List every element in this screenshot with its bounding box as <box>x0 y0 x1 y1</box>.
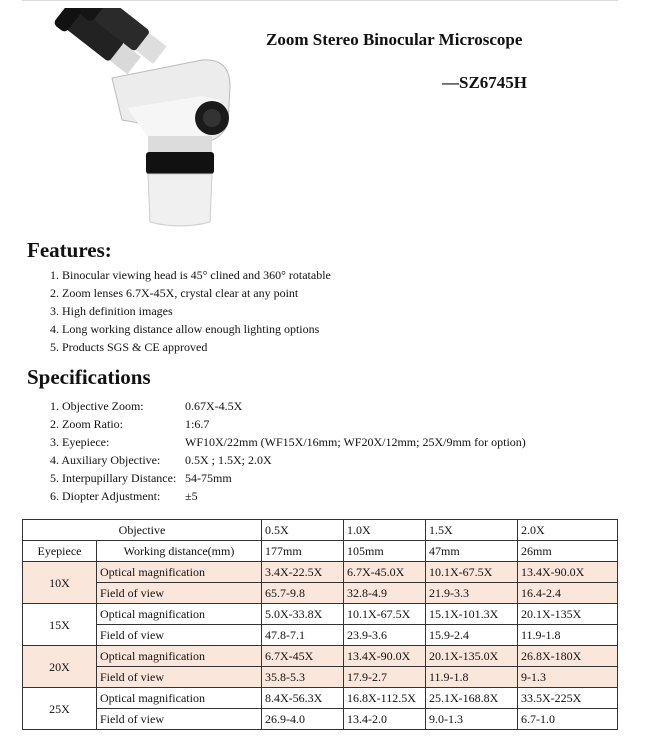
magnification-table <box>22 519 618 730</box>
table-row <box>23 625 618 646</box>
table-cell: 20.1X-135.0X <box>426 646 518 667</box>
spec-row <box>50 397 243 415</box>
table-row <box>23 520 618 541</box>
specifications-heading: Specifications <box>27 365 151 389</box>
working-distance-cell: 26mm <box>518 541 618 562</box>
magnification-label: Optical magnification <box>97 604 262 625</box>
table-row <box>23 688 618 709</box>
table-cell: 17.9-2.7 <box>344 667 426 688</box>
table-cell: 16.4-2.4 <box>518 583 618 604</box>
magnification-label: Optical magnification <box>97 688 262 709</box>
table-cell: 35.8-5.3 <box>262 667 344 688</box>
spec-label: 4. Auxiliary Objective: <box>50 453 161 467</box>
spec-value: WF10X/22mm (WF15X/16mm; WF20X/12mm; 25X/9mm for option) <box>185 435 526 449</box>
table-row <box>23 541 618 562</box>
table-row <box>23 709 618 730</box>
table-cell: 20.1X-135X <box>518 604 618 625</box>
fov-label: Field of view <box>97 583 262 604</box>
table-row <box>23 583 618 604</box>
table-cell: 10.1X-67.5X <box>426 562 518 583</box>
table-cell: 6.7X-45.0X <box>344 562 426 583</box>
product-model: —SZ6745H <box>442 73 528 92</box>
spec-value: 54-75mm <box>185 471 232 485</box>
table-cell: 10.1X-67.5X <box>344 604 426 625</box>
feature-item: 3. High definition images <box>50 304 173 318</box>
spec-row <box>50 487 198 505</box>
spec-value: 0.67X-4.5X <box>185 399 243 413</box>
table-cell: 25.1X-168.8X <box>426 688 518 709</box>
table-cell: 23.9-3.6 <box>344 625 426 646</box>
working-distance-cell: 47mm <box>426 541 518 562</box>
fov-label: Field of view <box>97 667 262 688</box>
spec-label: 2. Zoom Ratio: <box>50 417 123 431</box>
table-cell: 26.9-4.0 <box>262 709 344 730</box>
feature-item: 4. Long working distance allow enough lighting options <box>50 322 320 336</box>
table-cell: 6.7-1.0 <box>518 709 618 730</box>
table-cell: 13.4-2.0 <box>344 709 426 730</box>
magnification-label: Optical magnification <box>97 646 262 667</box>
spec-row <box>50 451 272 469</box>
spec-label: 1. Objective Zoom: <box>50 399 144 413</box>
feature-item: 1. Binocular viewing head is 45° clined and 360° rotatable <box>50 268 331 282</box>
spec-label: 3. Eyepiece: <box>50 435 110 449</box>
table-row <box>23 646 618 667</box>
fov-label: Field of view <box>97 625 262 646</box>
objective-cell: 0.5X <box>262 520 344 541</box>
microscope-image <box>52 8 242 233</box>
features-heading: Features: <box>27 238 112 262</box>
working-distance-cell: 105mm <box>344 541 426 562</box>
table-cell: 3.4X-22.5X <box>262 562 344 583</box>
working-distance-cell: 177mm <box>262 541 344 562</box>
table-cell: 9-1.3 <box>518 667 618 688</box>
table-cell: 11.9-1.8 <box>426 667 518 688</box>
fov-label: Field of view <box>97 709 262 730</box>
table-cell: 8.4X-56.3X <box>262 688 344 709</box>
spec-label: 6. Diopter Adjustment: <box>50 489 161 503</box>
table-row <box>23 562 618 583</box>
spec-row <box>50 415 210 433</box>
objective-cell: 2.0X <box>518 520 618 541</box>
table-cell: 15.9-2.4 <box>426 625 518 646</box>
spec-row <box>50 469 232 487</box>
feature-item: 5. Products SGS & CE approved <box>50 340 208 354</box>
table-cell: 16.8X-112.5X <box>344 688 426 709</box>
working-distance-header: Working distance(mm) <box>97 541 262 562</box>
table-cell: 13.4X-90.0X <box>344 646 426 667</box>
table-cell: 47.8-7.1 <box>262 625 344 646</box>
table-cell: 5.0X-33.8X <box>262 604 344 625</box>
table-cell: 6.7X-45X <box>262 646 344 667</box>
objective-cell: 1.0X <box>344 520 426 541</box>
table-cell: 9.0-1.3 <box>426 709 518 730</box>
table-cell: 15.1X-101.3X <box>426 604 518 625</box>
eyepiece-cell: 10X <box>23 562 97 604</box>
spec-value: 0.5X ; 1.5X; 2.0X <box>185 453 272 467</box>
objective-cell: 1.5X <box>426 520 518 541</box>
top-divider <box>22 0 618 1</box>
feature-item: 2. Zoom lenses 6.7X-45X, crystal clear at any point <box>50 286 299 300</box>
eyepiece-cell: 25X <box>23 688 97 730</box>
spec-value: ±5 <box>185 489 198 503</box>
objective-header: Objective <box>23 520 262 541</box>
table-row <box>23 604 618 625</box>
eyepiece-header: Eyepiece <box>23 541 97 562</box>
eyepiece-cell: 20X <box>23 646 97 688</box>
spec-label: 5. Interpupillary Distance: <box>50 471 177 485</box>
features-list <box>50 266 331 356</box>
table-cell: 33.5X-225X <box>518 688 618 709</box>
table-cell: 21.9-3.3 <box>426 583 518 604</box>
table-cell: 13.4X-90.0X <box>518 562 618 583</box>
table-cell: 65.7-9.8 <box>262 583 344 604</box>
table-row <box>23 667 618 688</box>
table-cell: 32.8-4.9 <box>344 583 426 604</box>
magnification-label: Optical magnification <box>97 562 262 583</box>
table-cell: 26.8X-180X <box>518 646 618 667</box>
eyepiece-cell: 15X <box>23 604 97 646</box>
spec-row <box>50 433 526 451</box>
specifications-list <box>50 397 526 505</box>
table-cell: 11.9-1.8 <box>518 625 618 646</box>
spec-value: 1:6.7 <box>185 417 210 431</box>
product-title: Zoom Stereo Binocular Microscope <box>266 30 523 49</box>
